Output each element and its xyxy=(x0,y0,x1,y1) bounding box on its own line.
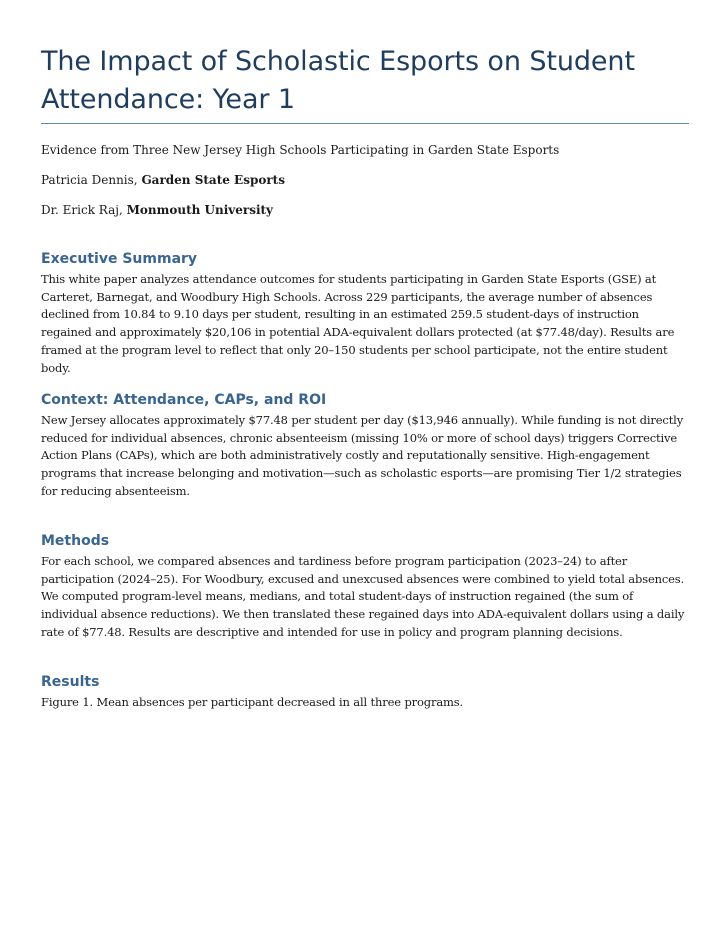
author-name: Patricia Dennis, xyxy=(41,173,138,187)
author-affiliation: Garden State Esports xyxy=(141,173,285,187)
author-line-2 xyxy=(41,202,273,218)
figure-caption: Figure 1. Mean absences per participant decreased in all three programs. xyxy=(41,695,464,709)
author-name: Dr. Erick Raj, xyxy=(41,203,123,217)
context-body: New Jersey allocates approximately $77.48 per student per day ($13,946 annually). While funding is not directly reduced for individual absences, chronic absenteeism (missing 10% or more of school days) triggers Corrective Action Plans (CAPs), which are both administratively costly and reputationally sensitive. High-engagement programs that increase belonging and motivation—such as scholastic esports—are promising Tier 1/2 strategies for reducing absenteeism. xyxy=(41,413,684,498)
methods-body: For each school, we compared absences and tardiness before program participation (2023–24) to after participation (2024–25). For Woodbury, excused and unexcused absences were combined to yield total absences. We computed program-level means, medians, and total student-days of instruction regained (the sum of individual absence reductions). We then translated these regained days into ADA-equivalent dollars using a daily rate of $77.48. Results are descriptive and intended for use in policy and program planning decisions. xyxy=(41,554,685,639)
document-subtitle: Evidence from Three New Jersey High Schools Participating in Garden State Esports xyxy=(41,143,560,157)
title-divider xyxy=(41,123,689,124)
context-heading: Context: Attendance, CAPs, and ROI xyxy=(41,392,327,408)
document-title: The Impact of Scholastic Esports on Student Attendance: Year 1 xyxy=(41,46,635,115)
methods-heading: Methods xyxy=(41,533,110,549)
executive-summary-heading: Executive Summary xyxy=(41,251,198,267)
author-line-1 xyxy=(41,172,285,188)
author-affiliation: Monmouth University xyxy=(126,203,274,217)
results-heading: Results xyxy=(41,674,100,690)
executive-summary-body: This white paper analyzes attendance outcomes for students participating in Garden State Esports (GSE) at Carteret, Barnegat, and Woodbury High Schools. Across 229 participants, the average number of absences declined from 10.84 to 9.10 days per student, resulting in an estimated 259.5 student-days of instruction regained and approximately $20,106 in potential ADA-equivalent dollars protected (at $77.48/day). Results are framed at the program level to reflect that only 20–150 students per school participate, not the entire student body. xyxy=(41,272,675,375)
